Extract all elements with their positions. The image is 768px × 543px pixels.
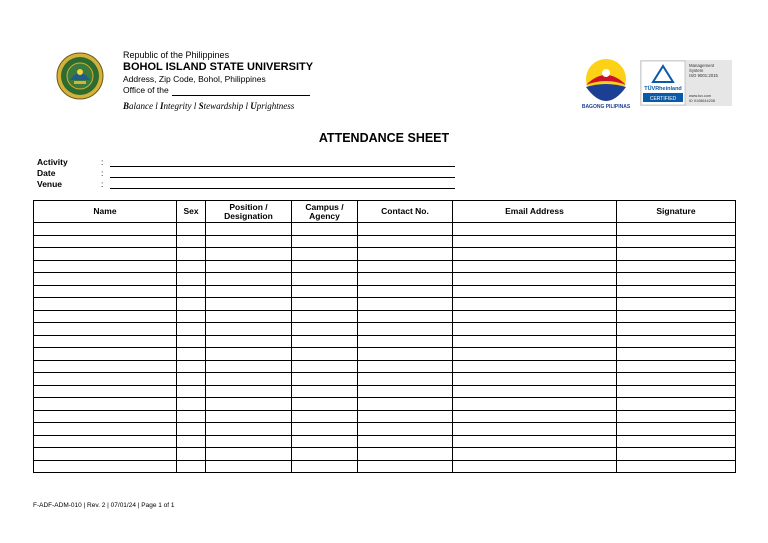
table-cell[interactable]	[292, 348, 358, 361]
table-cell[interactable]	[177, 410, 206, 423]
table-cell[interactable]	[617, 348, 736, 361]
table-cell[interactable]	[617, 373, 736, 386]
office-line	[123, 85, 383, 96]
header-text: Designation	[224, 210, 273, 221]
table-cell[interactable]	[358, 435, 453, 448]
table-row	[34, 423, 736, 436]
motto-separator: l	[245, 101, 249, 111]
table-cell[interactable]	[453, 373, 617, 386]
bagong-pilipinas-logo	[576, 55, 636, 110]
motto-word: ntegrity	[163, 101, 192, 111]
table-cell[interactable]	[292, 398, 358, 411]
table-row	[34, 460, 736, 473]
table-row	[34, 323, 736, 336]
table-cell[interactable]	[453, 435, 617, 448]
table-cell[interactable]	[206, 260, 292, 273]
table-cell[interactable]	[292, 235, 358, 248]
table-cell[interactable]	[177, 460, 206, 473]
table-cell[interactable]	[453, 360, 617, 373]
university-motto	[123, 101, 383, 111]
table-cell[interactable]	[177, 285, 206, 298]
table-cell[interactable]	[358, 448, 453, 461]
motto-separator: l	[193, 101, 197, 111]
attendance-rows	[34, 223, 736, 473]
table-row	[34, 373, 736, 386]
header-text: Contact No.	[381, 206, 429, 216]
table-row	[34, 335, 736, 348]
table-cell[interactable]	[206, 410, 292, 423]
table-cell[interactable]	[34, 385, 177, 398]
table-row	[34, 248, 736, 261]
table-cell[interactable]	[34, 410, 177, 423]
table-cell[interactable]	[453, 273, 617, 286]
table-cell[interactable]	[617, 385, 736, 398]
table-cell[interactable]	[453, 310, 617, 323]
table-cell[interactable]	[358, 423, 453, 436]
address-line: Address, Zip Code, Bohol, Philippines	[123, 74, 266, 84]
field-colon: :	[101, 179, 104, 189]
table-row	[34, 235, 736, 248]
header-text: Name	[93, 206, 117, 216]
signature-column-header	[617, 201, 736, 223]
table-cell[interactable]	[358, 235, 453, 248]
campus-column-header	[292, 201, 358, 223]
table-cell[interactable]	[206, 348, 292, 361]
university-header	[123, 50, 383, 111]
tuv-certification-logo	[640, 60, 732, 106]
table-cell[interactable]	[177, 273, 206, 286]
motto-initial: S	[198, 101, 204, 111]
table-cell[interactable]	[358, 298, 453, 311]
field-label: Date	[37, 168, 56, 178]
table-row	[34, 285, 736, 298]
table-cell[interactable]	[177, 373, 206, 386]
table-cell[interactable]	[617, 223, 736, 236]
table-cell[interactable]	[617, 410, 736, 423]
table-cell[interactable]	[34, 298, 177, 311]
field-colon: :	[101, 157, 104, 167]
table-cell[interactable]	[292, 248, 358, 261]
table-cell[interactable]	[206, 285, 292, 298]
table-cell[interactable]	[34, 348, 177, 361]
table-cell[interactable]	[617, 360, 736, 373]
table-cell[interactable]	[34, 335, 177, 348]
table-cell[interactable]	[617, 435, 736, 448]
date-input-line[interactable]	[110, 169, 455, 178]
sheet-title: ATTENDANCE SHEET	[318, 131, 450, 145]
table-cell[interactable]	[617, 260, 736, 273]
table-cell[interactable]	[177, 260, 206, 273]
table-cell[interactable]	[292, 335, 358, 348]
table-cell[interactable]	[453, 235, 617, 248]
position-column-header	[206, 201, 292, 223]
table-cell[interactable]	[617, 273, 736, 286]
table-cell[interactable]	[453, 285, 617, 298]
table-cell[interactable]	[292, 435, 358, 448]
table-cell[interactable]	[453, 223, 617, 236]
table-cell[interactable]	[177, 360, 206, 373]
table-row	[34, 310, 736, 323]
table-cell[interactable]	[453, 385, 617, 398]
mgmt-system-text: Management	[689, 63, 715, 68]
table-cell[interactable]	[206, 223, 292, 236]
table-cell[interactable]	[206, 385, 292, 398]
table-cell[interactable]	[177, 448, 206, 461]
table-cell[interactable]	[453, 448, 617, 461]
table-cell[interactable]	[453, 423, 617, 436]
motto-word: tewardship	[203, 101, 244, 111]
table-cell[interactable]	[292, 298, 358, 311]
table-cell[interactable]	[292, 260, 358, 273]
iso-standard-text: ISO 9001:2015	[689, 73, 718, 78]
form-footer: F-ADF-ADM-010 | Rev. 2 | 07/01/24 | Page 1 of 1	[33, 502, 175, 509]
table-row	[34, 273, 736, 286]
header-text: Campus /	[305, 201, 344, 212]
table-cell[interactable]	[358, 310, 453, 323]
table-row	[34, 398, 736, 411]
table-cell[interactable]	[358, 348, 453, 361]
table-cell[interactable]	[34, 235, 177, 248]
table-cell[interactable]	[292, 448, 358, 461]
table-cell[interactable]	[177, 310, 206, 323]
table-cell[interactable]	[453, 248, 617, 261]
table-cell[interactable]	[453, 323, 617, 336]
table-cell[interactable]	[292, 385, 358, 398]
motto-initial: U	[250, 101, 257, 111]
sex-column-header	[177, 201, 206, 223]
table-cell[interactable]	[34, 360, 177, 373]
table-cell[interactable]	[34, 398, 177, 411]
table-row	[34, 223, 736, 236]
table-cell[interactable]	[358, 260, 453, 273]
table-cell[interactable]	[292, 273, 358, 286]
table-cell[interactable]	[358, 248, 453, 261]
motto-initial: I	[160, 101, 164, 111]
table-cell[interactable]	[206, 298, 292, 311]
table-cell[interactable]	[358, 285, 453, 298]
table-cell[interactable]	[34, 423, 177, 436]
table-cell[interactable]	[617, 298, 736, 311]
table-cell[interactable]	[177, 248, 206, 261]
table-cell[interactable]	[617, 448, 736, 461]
table-cell[interactable]	[34, 310, 177, 323]
table-cell[interactable]	[617, 398, 736, 411]
table-row	[34, 348, 736, 361]
table-cell[interactable]	[358, 323, 453, 336]
table-cell[interactable]	[177, 235, 206, 248]
table-cell[interactable]	[34, 273, 177, 286]
name-column-header	[34, 201, 177, 223]
venue-input-line[interactable]	[110, 180, 455, 189]
table-cell[interactable]	[206, 435, 292, 448]
table-cell[interactable]	[34, 448, 177, 461]
activity-input-line[interactable]	[110, 158, 455, 167]
table-cell[interactable]	[177, 298, 206, 311]
table-cell[interactable]	[34, 248, 177, 261]
motto-word: prightness	[256, 101, 295, 111]
table-cell[interactable]	[358, 373, 453, 386]
tuv-id-text: ID 9108644208	[689, 99, 715, 103]
header-text: Signature	[656, 206, 696, 216]
venue-field	[37, 178, 455, 189]
table-cell[interactable]	[177, 335, 206, 348]
tuv-brand-text: TÜVRheinland	[644, 86, 682, 92]
office-label: Office of the	[123, 85, 169, 95]
table-cell[interactable]	[177, 398, 206, 411]
table-cell[interactable]	[358, 410, 453, 423]
table-cell[interactable]	[292, 423, 358, 436]
motto-separator: l	[155, 101, 158, 111]
table-cell[interactable]	[617, 285, 736, 298]
table-cell[interactable]	[206, 448, 292, 461]
table-cell[interactable]	[292, 310, 358, 323]
field-colon: :	[101, 168, 104, 178]
table-cell[interactable]	[177, 223, 206, 236]
table-cell[interactable]	[617, 235, 736, 248]
field-label: Activity	[37, 157, 68, 167]
table-cell[interactable]	[358, 223, 453, 236]
table-cell[interactable]	[292, 323, 358, 336]
table-cell[interactable]	[292, 410, 358, 423]
table-cell[interactable]	[34, 260, 177, 273]
table-cell[interactable]	[34, 435, 177, 448]
table-cell[interactable]	[206, 460, 292, 473]
table-cell[interactable]	[206, 323, 292, 336]
table-cell[interactable]	[358, 385, 453, 398]
table-cell[interactable]	[177, 323, 206, 336]
attendance-table	[33, 200, 736, 473]
header-text: Agency	[309, 210, 340, 221]
table-cell[interactable]	[206, 335, 292, 348]
table-cell[interactable]	[617, 310, 736, 323]
table-cell[interactable]	[617, 248, 736, 261]
tuv-certified-text: CERTIFIED	[649, 96, 677, 102]
field-label: Venue	[37, 179, 63, 189]
table-cell[interactable]	[358, 335, 453, 348]
table-row	[34, 260, 736, 273]
table-row	[34, 448, 736, 461]
table-cell[interactable]	[206, 360, 292, 373]
table-cell[interactable]	[292, 373, 358, 386]
table-row	[34, 410, 736, 423]
table-cell[interactable]	[292, 285, 358, 298]
table-cell[interactable]	[177, 385, 206, 398]
table-cell[interactable]	[453, 335, 617, 348]
table-cell[interactable]	[453, 260, 617, 273]
table-cell[interactable]	[206, 273, 292, 286]
table-cell[interactable]	[34, 323, 177, 336]
contact-column-header	[358, 201, 453, 223]
bagong-pilipinas-text: BAGONG PILIPINAS	[581, 104, 631, 110]
table-cell[interactable]	[453, 398, 617, 411]
date-field	[37, 167, 455, 178]
republic-line: Republic of the Philippines	[123, 50, 230, 60]
email-column-header	[453, 201, 617, 223]
table-cell[interactable]	[34, 285, 177, 298]
table-cell[interactable]	[453, 298, 617, 311]
table-cell[interactable]	[206, 310, 292, 323]
table-cell[interactable]	[206, 398, 292, 411]
table-cell[interactable]	[292, 360, 358, 373]
table-cell[interactable]	[177, 348, 206, 361]
table-cell[interactable]	[453, 348, 617, 361]
table-cell[interactable]	[358, 398, 453, 411]
table-row	[34, 360, 736, 373]
header-text: Sex	[183, 206, 199, 216]
header-text: Email Address	[505, 206, 564, 216]
table-cell[interactable]	[617, 460, 736, 473]
university-name: BOHOL ISLAND STATE UNIVERSITY	[123, 61, 314, 73]
tuv-web-text: www.tuv.com	[689, 94, 712, 98]
table-cell[interactable]	[206, 373, 292, 386]
table-cell[interactable]	[617, 323, 736, 336]
table-row	[34, 298, 736, 311]
table-cell[interactable]	[206, 235, 292, 248]
motto-word: alance	[129, 101, 154, 111]
university-seal-logo	[56, 52, 104, 100]
header-text: Position /	[229, 201, 268, 212]
table-cell[interactable]	[206, 248, 292, 261]
table-cell[interactable]	[358, 460, 453, 473]
motto-initial: B	[123, 101, 130, 111]
table-cell[interactable]	[177, 435, 206, 448]
mgmt-system-text: System	[689, 68, 704, 73]
table-cell[interactable]	[358, 360, 453, 373]
table-cell[interactable]	[206, 423, 292, 436]
table-cell[interactable]	[453, 460, 617, 473]
table-cell[interactable]	[34, 223, 177, 236]
table-cell[interactable]	[617, 423, 736, 436]
office-blank-line	[172, 88, 310, 96]
table-cell[interactable]	[177, 423, 206, 436]
table-header-row	[34, 201, 736, 223]
table-cell[interactable]	[617, 335, 736, 348]
table-row	[34, 435, 736, 448]
table-cell[interactable]	[34, 460, 177, 473]
table-cell[interactable]	[292, 460, 358, 473]
table-row	[34, 385, 736, 398]
activity-field	[37, 156, 455, 167]
event-fields	[37, 156, 455, 189]
table-cell[interactable]	[292, 223, 358, 236]
table-cell[interactable]	[34, 373, 177, 386]
table-cell[interactable]	[358, 273, 453, 286]
table-cell[interactable]	[453, 410, 617, 423]
